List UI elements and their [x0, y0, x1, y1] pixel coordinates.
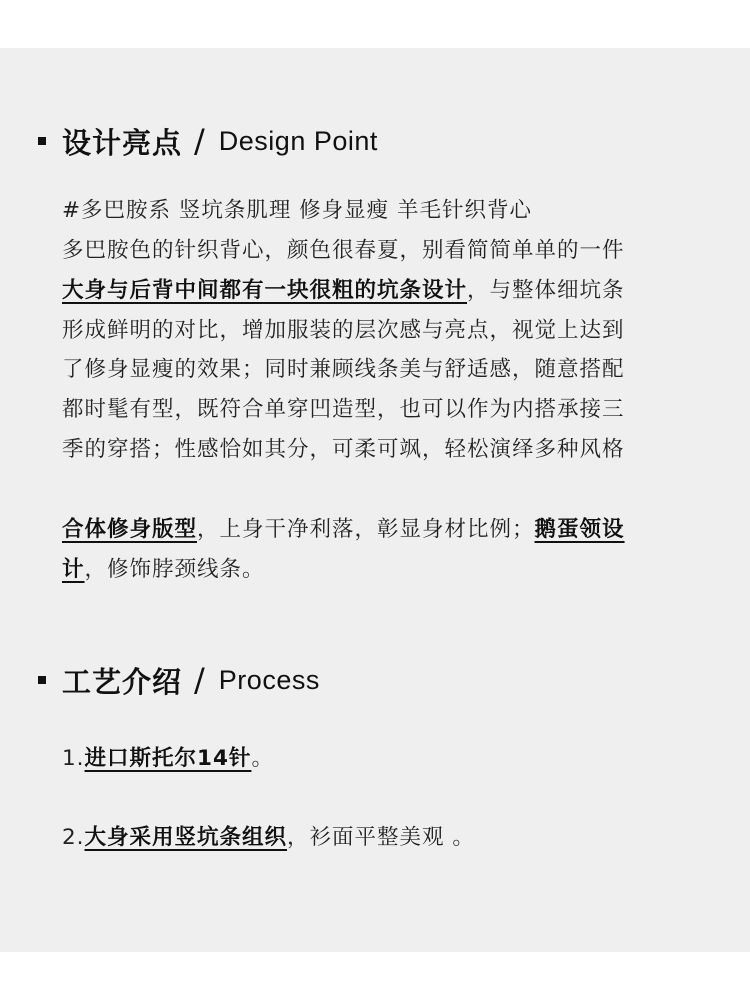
- design-text-line-2: 多巴胺色的针织背心，颜色很春夏，别看简简单单的一件: [62, 238, 625, 263]
- square-bullet-icon: [38, 676, 46, 684]
- design-heading-en: Design Point: [218, 125, 378, 156]
- process-heading-separator: /: [194, 661, 205, 699]
- design-text-line-4: 形成鲜明的对比，增加服装的层次感与亮点，视觉上达到: [62, 318, 625, 343]
- process-heading-cn: 工艺介绍: [62, 664, 183, 699]
- process-heading-en: Process: [218, 664, 320, 695]
- process-item-1-rest: 。: [251, 746, 274, 771]
- highlight-stoll-14g: 进口斯托尔14针: [84, 746, 252, 771]
- design-heading-cn: 设计亮点: [62, 125, 183, 160]
- process-item-2-number: 2.: [62, 825, 85, 850]
- design-text-line-3-rest: ，与整体细坑条: [467, 278, 625, 303]
- highlight-oval-collar-end: 计: [62, 557, 85, 582]
- highlight-rib-structure: 大身采用竖坑条组织: [84, 825, 288, 850]
- design-text-line-6: 都时髦有型，既符合单穿凹造型，也可以作为内搭承接三: [62, 397, 625, 422]
- design-text-line-9: [62, 555, 265, 585]
- highlight-rib-design: 大身与后背中间都有一块很粗的坑条设计: [62, 278, 468, 303]
- process-item-1-number: 1.: [62, 746, 85, 771]
- process-item-2-rest: ，衫面平整美观 。: [287, 825, 475, 850]
- process-heading: [38, 660, 320, 700]
- design-text-line-7: 季的穿搭；性感恰如其分，可柔可飒，轻松演绎多种风格: [62, 437, 625, 462]
- design-text-line-3: [62, 276, 625, 306]
- design-text-line-8: [62, 515, 625, 545]
- highlight-slim-fit: 合体修身版型: [62, 517, 198, 542]
- design-tags-line: #多巴胺系 竖坑条肌理 修身显瘦 羊毛针织背心: [62, 198, 533, 223]
- design-point-heading: [38, 121, 378, 161]
- design-text-line-8-mid: ，上身干净利落，彰显身材比例；: [197, 517, 535, 542]
- square-bullet-icon: [38, 137, 46, 145]
- content-panel: [0, 48, 750, 952]
- process-item-1: [62, 744, 274, 774]
- design-heading-separator: /: [194, 122, 205, 160]
- design-text-line-5: 了修身显瘦的效果；同时兼顾线条美与舒适感，随意搭配: [62, 357, 625, 382]
- design-text-line-9-rest: ，修饰脖颈线条。: [84, 557, 265, 582]
- highlight-oval-collar: 鹅蛋领设: [534, 517, 625, 542]
- process-item-2: [62, 823, 475, 853]
